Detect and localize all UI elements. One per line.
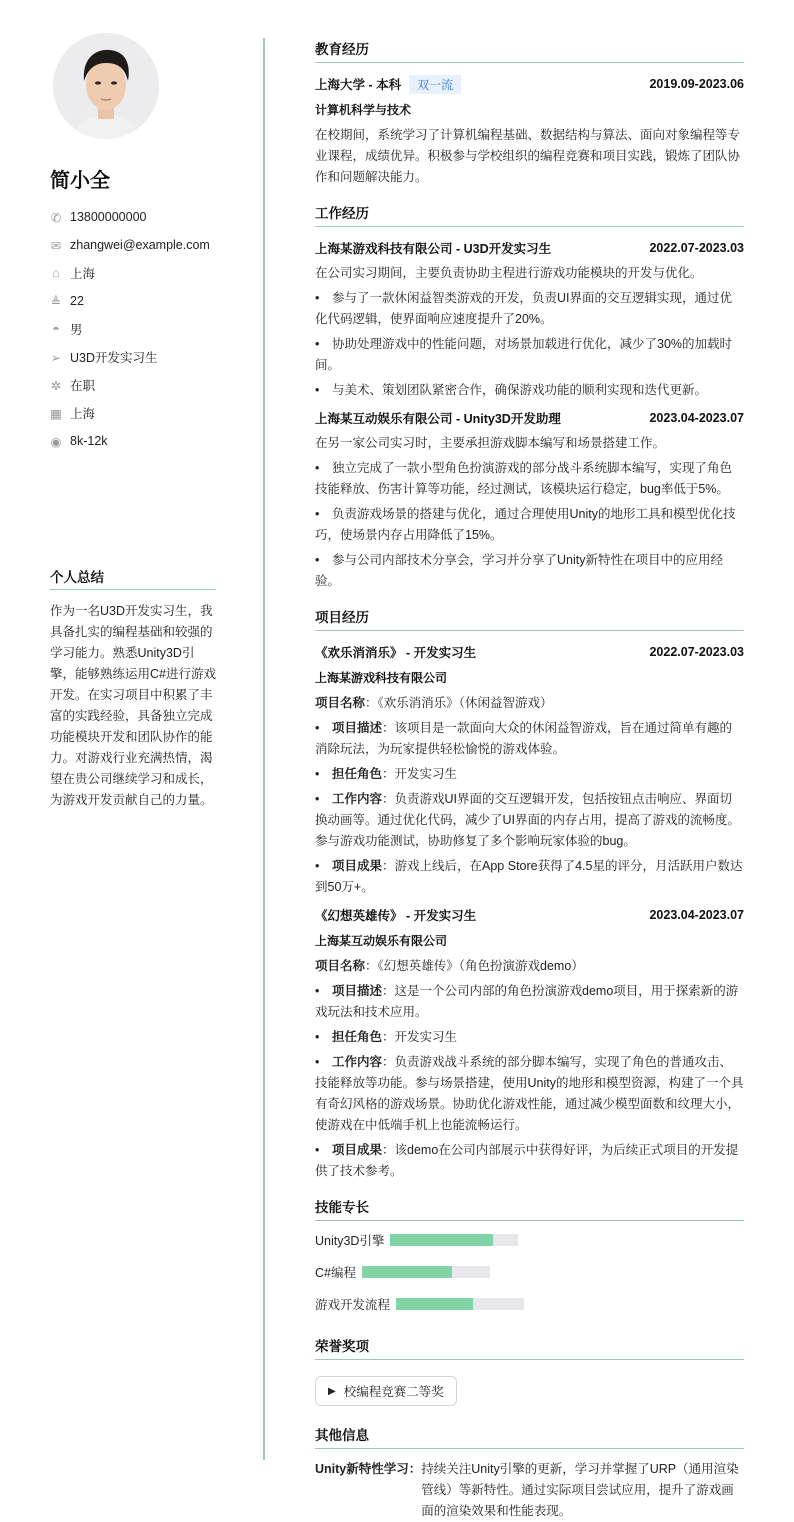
award-label: 校编程竞赛二等奖	[343, 1385, 444, 1399]
avatar-photo-icon	[53, 33, 159, 139]
summary-title: 个人总结	[50, 566, 216, 590]
hometown-value: 上海	[70, 267, 96, 281]
cake-icon: ≜	[50, 294, 62, 309]
contact-info-list	[50, 203, 210, 455]
city-value: 上海	[70, 407, 96, 421]
major: 计算机科学与技术	[315, 103, 412, 117]
gender-value: 男	[70, 323, 83, 337]
job-date: 2023.04-2023.07	[649, 411, 744, 425]
mail-icon: ✉	[50, 238, 62, 253]
other-item	[315, 1459, 744, 1522]
section-title: 工作经历	[315, 202, 744, 227]
project-name-line: 项目名称：《欢乐消消乐》（休闲益智游戏）	[315, 696, 553, 710]
project-date: 2023.04-2023.07	[649, 908, 744, 922]
job-header: 上海某互动娱乐有限公司 - Unity3D开发助理	[315, 412, 561, 426]
job-date: 2022.07-2023.03	[649, 241, 744, 255]
job-entry	[315, 237, 744, 401]
school-badge: 双一流	[409, 75, 461, 94]
skills-list	[315, 1231, 744, 1313]
list-item: • 项目描述：这是一个公司内部的角色扮演游戏demo项目，用于探索新的游戏玩法和技术应用。	[315, 981, 744, 1023]
education-desc: 在校期间，系统学习了计算机编程基础、数据结构与算法、面向对象编程等专业课程，成绩优异。积极参与学校组织的编程竞赛和项目实践，锻炼了团队协作和问题解决能力。	[315, 128, 741, 184]
list-item: • 独立完成了一款小型角色扮演游戏的部分战斗系统脚本编写，实现了角色技能释放、伤害计算等功能，经过测试，该模块运行稳定，bug率低于5%。	[315, 458, 744, 500]
phone-value: 13800000000	[70, 210, 147, 224]
projects-section	[315, 606, 744, 1182]
info-status	[50, 371, 210, 399]
project-entry	[315, 641, 744, 898]
project-bullets	[315, 981, 744, 1182]
gender-icon: ◓	[52, 322, 60, 336]
education-date: 2019.09-2023.06	[649, 77, 744, 91]
project-entry	[315, 904, 744, 1182]
position-value: U3D开发实习生	[70, 351, 158, 365]
play-triangle-icon: ▶	[328, 1385, 336, 1397]
info-salary	[50, 427, 210, 455]
skill-fill	[390, 1234, 492, 1246]
list-item: • 担任角色：开发实习生	[315, 764, 744, 785]
section-title: 其他信息	[315, 1424, 744, 1449]
other-value: 持续关注Unity引擎的更新，学习并掌握了URP（通用渲染管线）等新特性。通过实际项目尝试应用，提升了游戏画面的渲染效果和性能表现。	[421, 1462, 739, 1518]
project-header: 《幻想英雄传》 - 开发实习生	[315, 909, 477, 923]
skill-item	[315, 1263, 535, 1281]
email-value: zhangwei@example.com	[70, 238, 210, 252]
other-section	[315, 1424, 744, 1522]
info-target-position	[50, 343, 210, 371]
section-title: 项目经历	[315, 606, 744, 631]
salary-icon: ◉	[50, 434, 62, 449]
list-item: • 协助处理游戏中的性能问题，对场景加载进行优化，减少了30%的加载时间。	[315, 334, 744, 376]
list-item: • 负责游戏场景的搭建与优化，通过合理使用Unity的地形工具和模型优化技巧，使场景内存占用降低了15%。	[315, 504, 744, 546]
status-value: 在职	[70, 379, 96, 393]
info-age	[50, 287, 210, 315]
building-icon: ▦	[50, 406, 62, 421]
info-email	[50, 231, 210, 259]
school-degree: 上海大学 - 本科	[315, 77, 402, 92]
candidate-name: 简小全	[50, 170, 110, 192]
project-name-line: 项目名称：《幻想英雄传》（角色扮演游戏demo）	[315, 959, 584, 973]
other-key: Unity新特性学习：	[315, 1462, 422, 1476]
info-gender	[50, 315, 210, 343]
job-bullets	[315, 458, 744, 592]
skill-fill	[396, 1298, 473, 1310]
age-value: 22	[70, 294, 84, 308]
home-icon: ⌂	[52, 266, 60, 280]
list-item: • 项目描述：该项目是一款面向大众的休闲益智游戏，旨在通过简单有趣的消除玩法，为玩家提供轻松愉悦的游戏体验。	[315, 718, 744, 760]
skill-item	[315, 1295, 535, 1313]
main-content	[315, 38, 744, 1522]
column-divider	[263, 38, 265, 1460]
project-bullets	[315, 718, 744, 898]
list-item: • 参与公司内部技术分享会，学习并分享了Unity新特性在项目中的应用经验。	[315, 550, 744, 592]
section-title: 荣誉奖项	[315, 1335, 744, 1360]
awards-section	[315, 1335, 744, 1406]
job-entry	[315, 407, 744, 592]
work-section	[315, 202, 744, 592]
education-header	[315, 73, 744, 95]
skill-name: C#编程	[315, 1266, 356, 1280]
skill-bar	[396, 1298, 524, 1310]
skills-section	[315, 1196, 744, 1313]
salary-value: 8k-12k	[70, 434, 108, 448]
sidebar	[0, 0, 264, 1498]
list-item: • 工作内容：负责游戏战斗系统的部分脚本编写，实现了角色的普通攻击、技能释放等功能。参与场景搭建，使用Unity的地形和模型资源，构建了一个具有奇幻风格的游戏场景。协助优化游戏性能，通过减少模型面数和纹理大小，使游戏在中低端手机上也能流畅运行。	[315, 1052, 744, 1136]
info-phone	[50, 203, 210, 231]
section-title: 技能专长	[315, 1196, 744, 1221]
phone-icon: ✆	[50, 210, 62, 225]
list-item: • 担任角色：开发实习生	[315, 1027, 744, 1048]
skill-name: 游戏开发流程	[315, 1298, 391, 1312]
skill-bar	[362, 1266, 490, 1278]
skill-fill	[362, 1266, 452, 1278]
project-company: 上海某互动娱乐有限公司	[315, 934, 448, 948]
project-date: 2022.07-2023.03	[649, 645, 744, 659]
list-item: • 工作内容：负责游戏UI界面的交互逻辑开发，包括按钮点击响应、界面切换动画等。通过优化代码，减少了UI界面的内存占用，提高了游戏的流畅度。参与游戏功能测试，协助修复了多个影响玩家体验的bug。	[315, 789, 744, 852]
info-hometown	[50, 259, 210, 287]
skill-item	[315, 1231, 535, 1249]
info-target-city	[50, 399, 210, 427]
job-intro: 在另一家公司实习时，主要承担游戏脚本编写和场景搭建工作。	[315, 436, 666, 450]
project-company: 上海某游戏科技有限公司	[315, 671, 448, 685]
list-item: • 参与了一款休闲益智类游戏的开发，负责UI界面的交互逻辑实现，通过优化代码逻辑，使界面响应速度提升了20%。	[315, 288, 744, 330]
award-item[interactable]	[315, 1376, 457, 1406]
project-header: 《欢乐消消乐》 - 开发实习生	[315, 646, 477, 660]
send-icon: ➢	[50, 350, 62, 365]
summary-text: 作为一名U3D开发实习生，我具备扎实的编程基础和较强的学习能力。熟悉Unity3D引擎，能够熟练运用C#进行游戏开发。在实习项目中积累了丰富的实践经验，具备独立完成功能模块开发和团队协作的能力。对游戏行业充满热情，渴望在贵公司继续学习和成长，为游戏开发贡献自己的力量。	[50, 604, 216, 807]
list-item: • 项目成果：该demo在公司内部展示中获得好评，为后续正式项目的开发提供了技术参考。	[315, 1140, 744, 1182]
job-bullets	[315, 288, 744, 401]
status-icon: ✲	[50, 378, 62, 393]
list-item: • 与美术、策划团队紧密合作，确保游戏功能的顺利实现和迭代更新。	[315, 380, 744, 401]
job-intro: 在公司实习期间，主要负责协助主程进行游戏功能模块的开发与优化。	[315, 266, 703, 280]
list-item: • 项目成果：游戏上线后，在App Store获得了4.5星的评分，月活跃用户数达到50万+。	[315, 856, 744, 898]
skill-bar	[390, 1234, 518, 1246]
skill-name: Unity3D引擎	[315, 1234, 385, 1248]
job-header: 上海某游戏科技有限公司 - U3D开发实习生	[315, 242, 552, 256]
avatar	[53, 33, 159, 139]
education-section	[315, 38, 744, 188]
section-title: 教育经历	[315, 38, 744, 63]
